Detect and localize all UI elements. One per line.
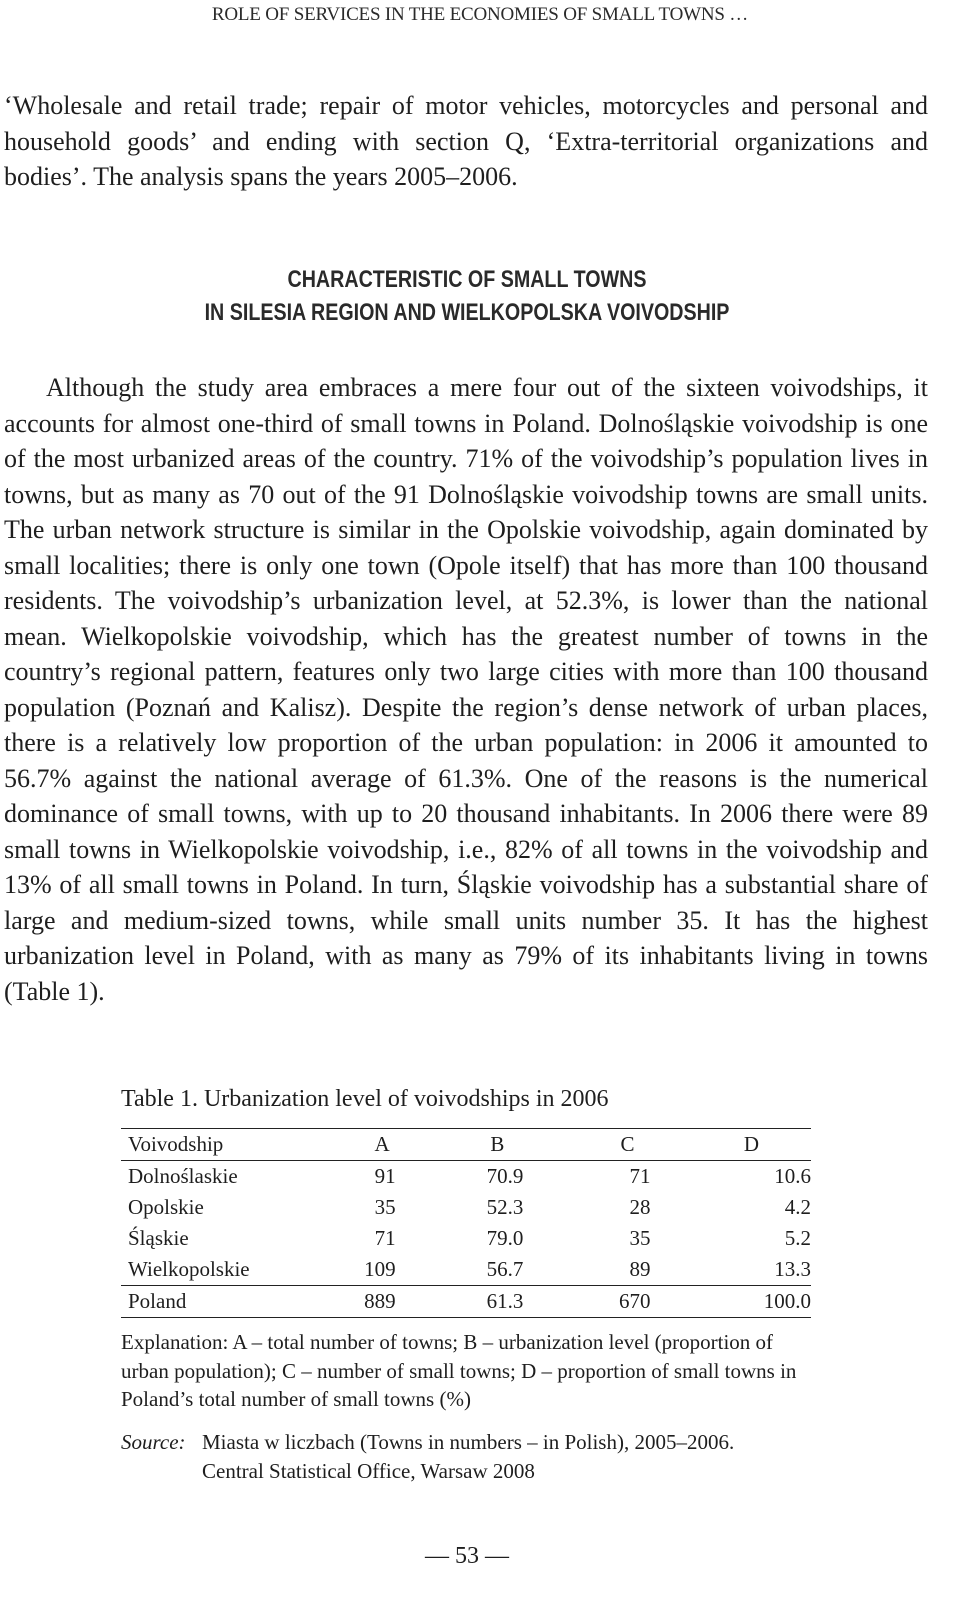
source-label: Source: [121, 1430, 186, 1454]
table-cell: Wielkopolskie [128, 1257, 250, 1281]
table-cell: Poland [128, 1289, 187, 1313]
page-number: — 53 — [425, 1543, 509, 1569]
table-cell: 56.7 [486, 1257, 524, 1281]
table-cell: 89 [629, 1257, 651, 1281]
table-total-row [121, 1286, 811, 1318]
section-heading [84, 263, 850, 329]
table-header-cell: C [620, 1132, 635, 1156]
table-row [121, 1223, 811, 1254]
table-header-cell: Voivodship [128, 1132, 224, 1156]
urbanization-table [121, 1128, 811, 1318]
table-cell: 35 [374, 1195, 396, 1219]
table-header-cell: A [374, 1132, 390, 1156]
table-row [121, 1192, 811, 1223]
table-explanation: Explanation: A – total number of towns; B – urbanization level (proportion of urban population); C – number of small towns; D – proportion of small towns in Poland’s total number of small towns (%) [121, 1330, 797, 1411]
table-cell: Opolskie [128, 1195, 204, 1219]
table-header-row [121, 1129, 811, 1161]
table-cell: 4.2 [784, 1195, 811, 1219]
table-cell: Dolnoślaskie [128, 1164, 238, 1188]
table-cell: 889 [364, 1289, 396, 1313]
table-cell: 13.3 [774, 1257, 811, 1281]
section-heading-line-1: CHARACTERISTIC OF SMALL TOWNS [287, 266, 647, 293]
table-cell: 35 [629, 1226, 651, 1250]
table-cell: 91 [374, 1164, 396, 1188]
source-line-1: Miasta w liczbach (Towns in numbers – in Polish), 2005–2006. [202, 1430, 735, 1454]
intro-paragraph: ‘Wholesale and retail trade; repair of motor vehicles, motorcycles and personal and household goods’ and ending with section Q, ‘Extra-territorial organizations and bodies’. The analysis spans the years 2005–2006. [4, 91, 928, 191]
table-cell: 109 [364, 1257, 396, 1281]
table-cell: 61.3 [486, 1289, 524, 1313]
table-cell: 71 [629, 1164, 651, 1188]
running-head: ROLE OF SERVICES IN THE ECONOMIES OF SMALL TOWNS … [211, 4, 749, 25]
table-header-cell: D [743, 1132, 759, 1156]
section-heading-line-2: IN SILESIA REGION AND WIELKOPOLSKA VOIVODSHIP [204, 299, 730, 326]
table-cell: 670 [619, 1289, 651, 1313]
table-header-cell: B [490, 1132, 505, 1156]
table-caption: Table 1. Urbanization level of voivodships in 2006 [121, 1086, 609, 1112]
table-row [121, 1161, 811, 1193]
table-cell: 10.6 [774, 1164, 811, 1188]
table-cell: 5.2 [784, 1226, 811, 1250]
table-cell: 79.0 [486, 1226, 524, 1250]
table-row [121, 1254, 811, 1286]
source-text [202, 1428, 842, 1485]
table-cell: Śląskie [128, 1226, 189, 1250]
table-cell: 52.3 [486, 1195, 524, 1219]
table-cell: 28 [629, 1195, 651, 1219]
table-cell: 71 [374, 1226, 396, 1250]
source-line-2: Central Statistical Office, Warsaw 2008 [202, 1458, 535, 1483]
table-cell: 70.9 [486, 1164, 524, 1188]
table-cell: 100.0 [763, 1289, 811, 1313]
body-paragraph: Although the study area embraces a mere four out of the sixteen voivodships, it accounts for almost one-third of small towns in Poland. Dolnośląskie voivodship is one of the most urbanized areas of the country. 71% of the voivodship’s population lives in towns, but as many as 70 out of the 91 Dolnośląskie voivodship towns are small units. The urban network structure is similar in the Opolskie voivodship, again dominated by small localities; there is only one town (Opole itself) that has more than 100 thousand residents. The voivodship’s urbanization level, at 52.3%, is lower than the national mean. Wielkopolskie voivodship, which has the greatest number of towns in the country’s regional pattern, features only two large cities with more than 100 thousand population (Poznań and Kalisz). Despite the region’s dense network of urban places, there is a relatively low proportion of the urban population: in 2006 it amounted to 56.7% against the national average of 61.3%. One of the reasons is the numerical dominance of small towns, with up to 20 thousand inhabitants. In 2006 there were 89 small towns in Wielkopolskie voivodship, i.e., 82% of all towns in the voivodship and 13% of all small towns in Poland. In turn, Śląskie voivodship has a substantial share of large and medium-sized towns, while small units number 35. It has the highest urbanization level in Poland, with as many as 79% of its inhabitants living in towns (Table 1). [4, 373, 928, 1006]
